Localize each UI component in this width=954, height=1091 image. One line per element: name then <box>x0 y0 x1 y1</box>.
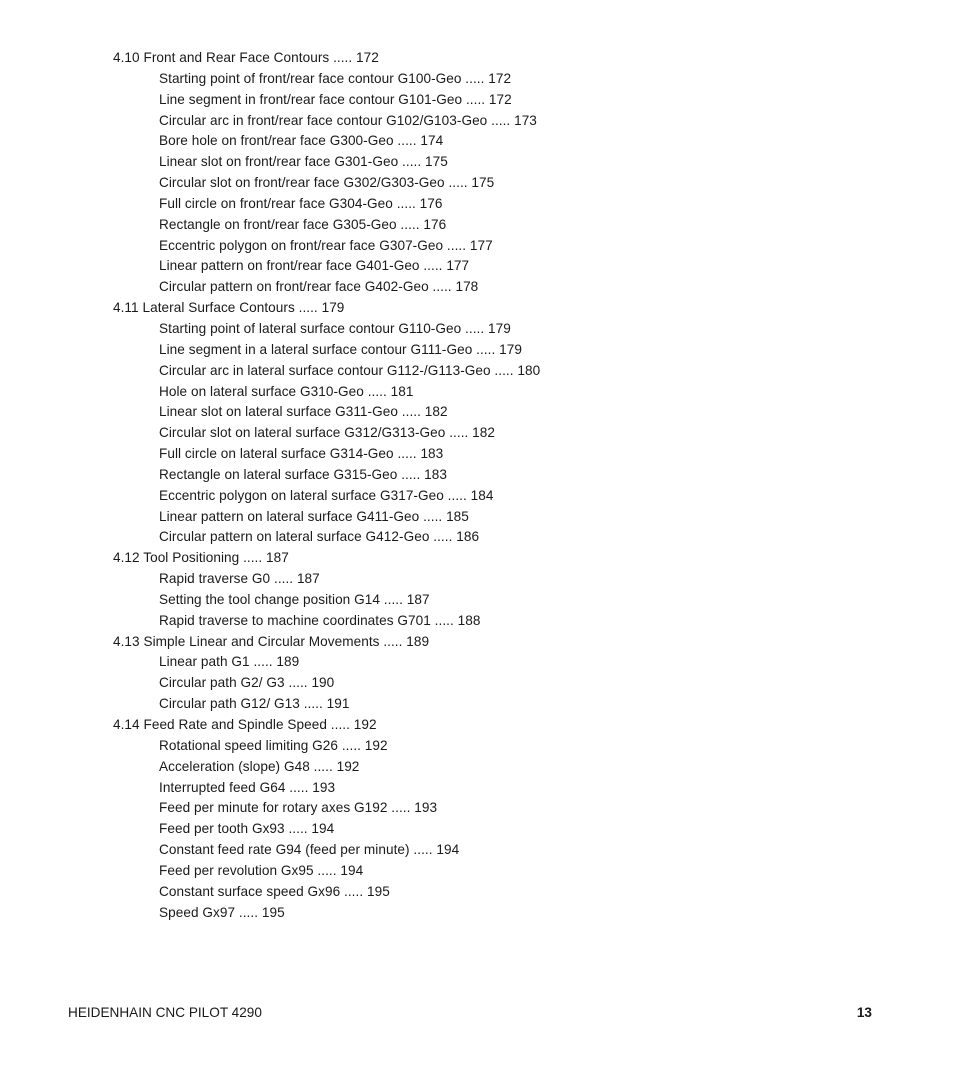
toc-entry: Bore hole on front/rear face G300-Geo ..... 174 <box>159 133 444 149</box>
toc-entry: Line segment in front/rear face contour G101-Geo ..... 172 <box>159 91 512 107</box>
toc-entry: Constant feed rate G94 (feed per minute) ..... 194 <box>159 842 460 858</box>
toc-entry: Hole on lateral surface G310-Geo ..... 181 <box>159 383 414 399</box>
toc-entry: Feed per revolution Gx95 ..... 194 <box>159 862 364 878</box>
toc-entry: Circular arc in front/rear face contour G102/G103-Geo ..... 173 <box>159 112 537 128</box>
toc-entry: Feed per minute for rotary axes G192 ..... 193 <box>159 800 438 816</box>
toc-entry: Full circle on lateral surface G314-Geo ..... 183 <box>159 446 444 462</box>
toc-section-heading: 4.11 Lateral Surface Contours ..... 179 <box>113 300 345 316</box>
toc-entry: Circular path G2/ G3 ..... 190 <box>159 675 335 691</box>
toc-entry: Line segment in a lateral surface contour G111-Geo ..... 179 <box>159 341 522 357</box>
toc-entry: Circular slot on lateral surface G312/G313-Geo ..... 182 <box>159 425 496 441</box>
toc-entry: Linear pattern on front/rear face G401-Geo ..... 177 <box>159 258 470 274</box>
toc-entry: Linear slot on front/rear face G301-Geo ..... 175 <box>159 154 448 170</box>
toc-entry: Circular path G12/ G13 ..... 191 <box>159 696 350 712</box>
table-of-contents <box>113 48 873 923</box>
toc-entry: Eccentric polygon on lateral surface G317-Geo ..... 184 <box>159 487 494 503</box>
toc-entry: Rectangle on lateral surface G315-Geo ..... 183 <box>159 466 447 482</box>
toc-section-heading: 4.14 Feed Rate and Spindle Speed ..... 192 <box>113 717 377 732</box>
toc-entry: Circular pattern on lateral surface G412-Geo ..... 186 <box>159 529 480 545</box>
toc-section-heading: 4.13 Simple Linear and Circular Movements ..... 189 <box>113 633 430 649</box>
toc-entry: Eccentric polygon on front/rear face G307-Geo ..... 177 <box>159 237 493 253</box>
toc-entry: Rectangle on front/rear face G305-Geo ..... 176 <box>159 216 447 232</box>
toc-entry: Circular slot on front/rear face G302/G303-Geo ..... 175 <box>159 175 495 191</box>
toc-entry: Feed per tooth Gx93 ..... 194 <box>159 821 335 837</box>
toc-section-heading: 4.12 Tool Positioning ..... 187 <box>113 550 289 566</box>
toc-entry: Rapid traverse G0 ..... 187 <box>159 571 320 587</box>
toc-entry: Starting point of front/rear face contour G100-Geo ..... 172 <box>159 70 512 86</box>
toc-entry: Rapid traverse to machine coordinates G701 ..... 188 <box>159 612 481 628</box>
toc-entry: Full circle on front/rear face G304-Geo ..... 176 <box>159 195 443 211</box>
page-number: 13 <box>856 1005 872 1020</box>
toc-entry: Starting point of lateral surface contour G110-Geo ..... 179 <box>159 320 511 336</box>
toc-entry: Rotational speed limiting G26 ..... 192 <box>159 737 388 753</box>
footer-product-name: HEIDENHAIN CNC PILOT 4290 <box>68 1005 262 1020</box>
toc-entry: Acceleration (slope) G48 ..... 192 <box>159 758 360 774</box>
toc-entry: Interrupted feed G64 ..... 193 <box>159 779 336 795</box>
toc-entry: Circular arc in lateral surface contour G112-/G113-Geo ..... 180 <box>159 362 541 378</box>
toc-entry: Constant surface speed Gx96 ..... 195 <box>159 883 390 899</box>
toc-entry: Circular pattern on front/rear face G402-Geo ..... 178 <box>159 279 479 295</box>
toc-entry: Linear path G1 ..... 189 <box>159 654 300 670</box>
toc-entry: Setting the tool change position G14 ..... 187 <box>159 591 430 607</box>
toc-entry: Linear slot on lateral surface G311-Geo ..... 182 <box>159 404 448 420</box>
toc-entry: Speed Gx97 ..... 195 <box>159 904 285 920</box>
toc-entry: Linear pattern on lateral surface G411-Geo ..... 185 <box>159 508 469 524</box>
toc-section-heading: 4.10 Front and Rear Face Contours ..... 172 <box>113 50 379 65</box>
